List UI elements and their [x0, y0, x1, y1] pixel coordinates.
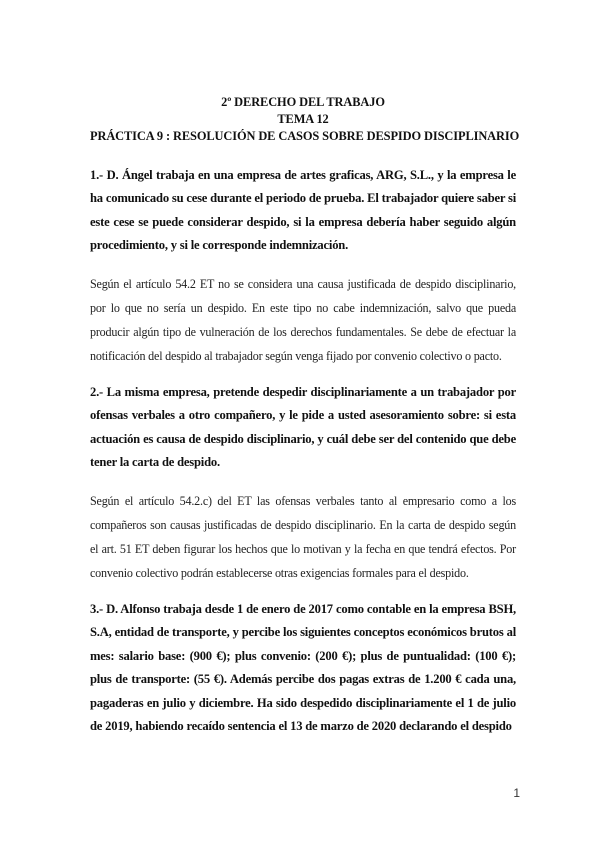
- course-title: 2º DERECHO DEL TRABAJO: [221, 95, 385, 109]
- page-content: [90, 94, 520, 738]
- question-2: 2.- La misma empresa, pretende despedir disciplinariamente a un trabajador por ofensas verbales a otro compañero, y le pide a usted asesoramiento sobre: si esta actuación es causa de despido disciplinario, y cuál debe ser del contenido que debe tener la carta de despido.: [90, 385, 516, 470]
- answer-2: Según el artículo 54.2.c) del ET las ofensas verbales tanto al empresario como a los compañeros son causas justificadas de despido disciplinario. En la carta de despido según el art. 51 ET deben figurar los hechos que lo motivan y la fecha en que tendrá efectos. Por convenio colectivo podrán establecerse otras exigencias formales para el despido.: [90, 493, 516, 580]
- practice-title: PRÁCTICA 9 : RESOLUCIÓN DE CASOS SOBRE DESPIDO DISCIPLINARIO: [90, 129, 520, 143]
- topic-title: TEMA 12: [277, 112, 329, 126]
- question-3: 3.- D. Alfonso trabaja desde 1 de enero de 2017 como contable en la empresa BSH, S.A, entidad de transporte, y percibe los siguientes conceptos económicos brutos al mes: salario base: (900 €); plus convenio: (200 €); plus de puntualidad: (100 €); plus de transporte: (55 €). Además percibe dos pagas extras de 1.200 € cada una, pagaderas en julio y diciembre. Ha sido despedido disciplinariamente el 1 de julio de 2019, habiendo recaído sentencia el 13 de marzo de 2020 declarando el despido: [90, 602, 516, 734]
- question-1: 1.- D. Ángel trabaja en una empresa de artes graficas, ARG, S.L., y la empresa le ha comunicado su cese durante el periodo de prueba. El trabajador quiere saber si este cese se puede considerar despido, si la empresa debería haber seguido algún procedimiento, y si le corresponde indemnización.: [90, 168, 516, 253]
- page-number: 1: [513, 786, 520, 800]
- answer-1: Según el artículo 54.2 ET no se considera una causa justificada de despido disciplinario, por lo que no sería un despido. En este tipo no cabe indemnización, salvo que pueda producir algún tipo de vulneración de los derechos fundamentales. Se debe de efectuar la notificación del despido al trabajador según venga fijado por convenio colectivo o pacto.: [90, 276, 516, 363]
